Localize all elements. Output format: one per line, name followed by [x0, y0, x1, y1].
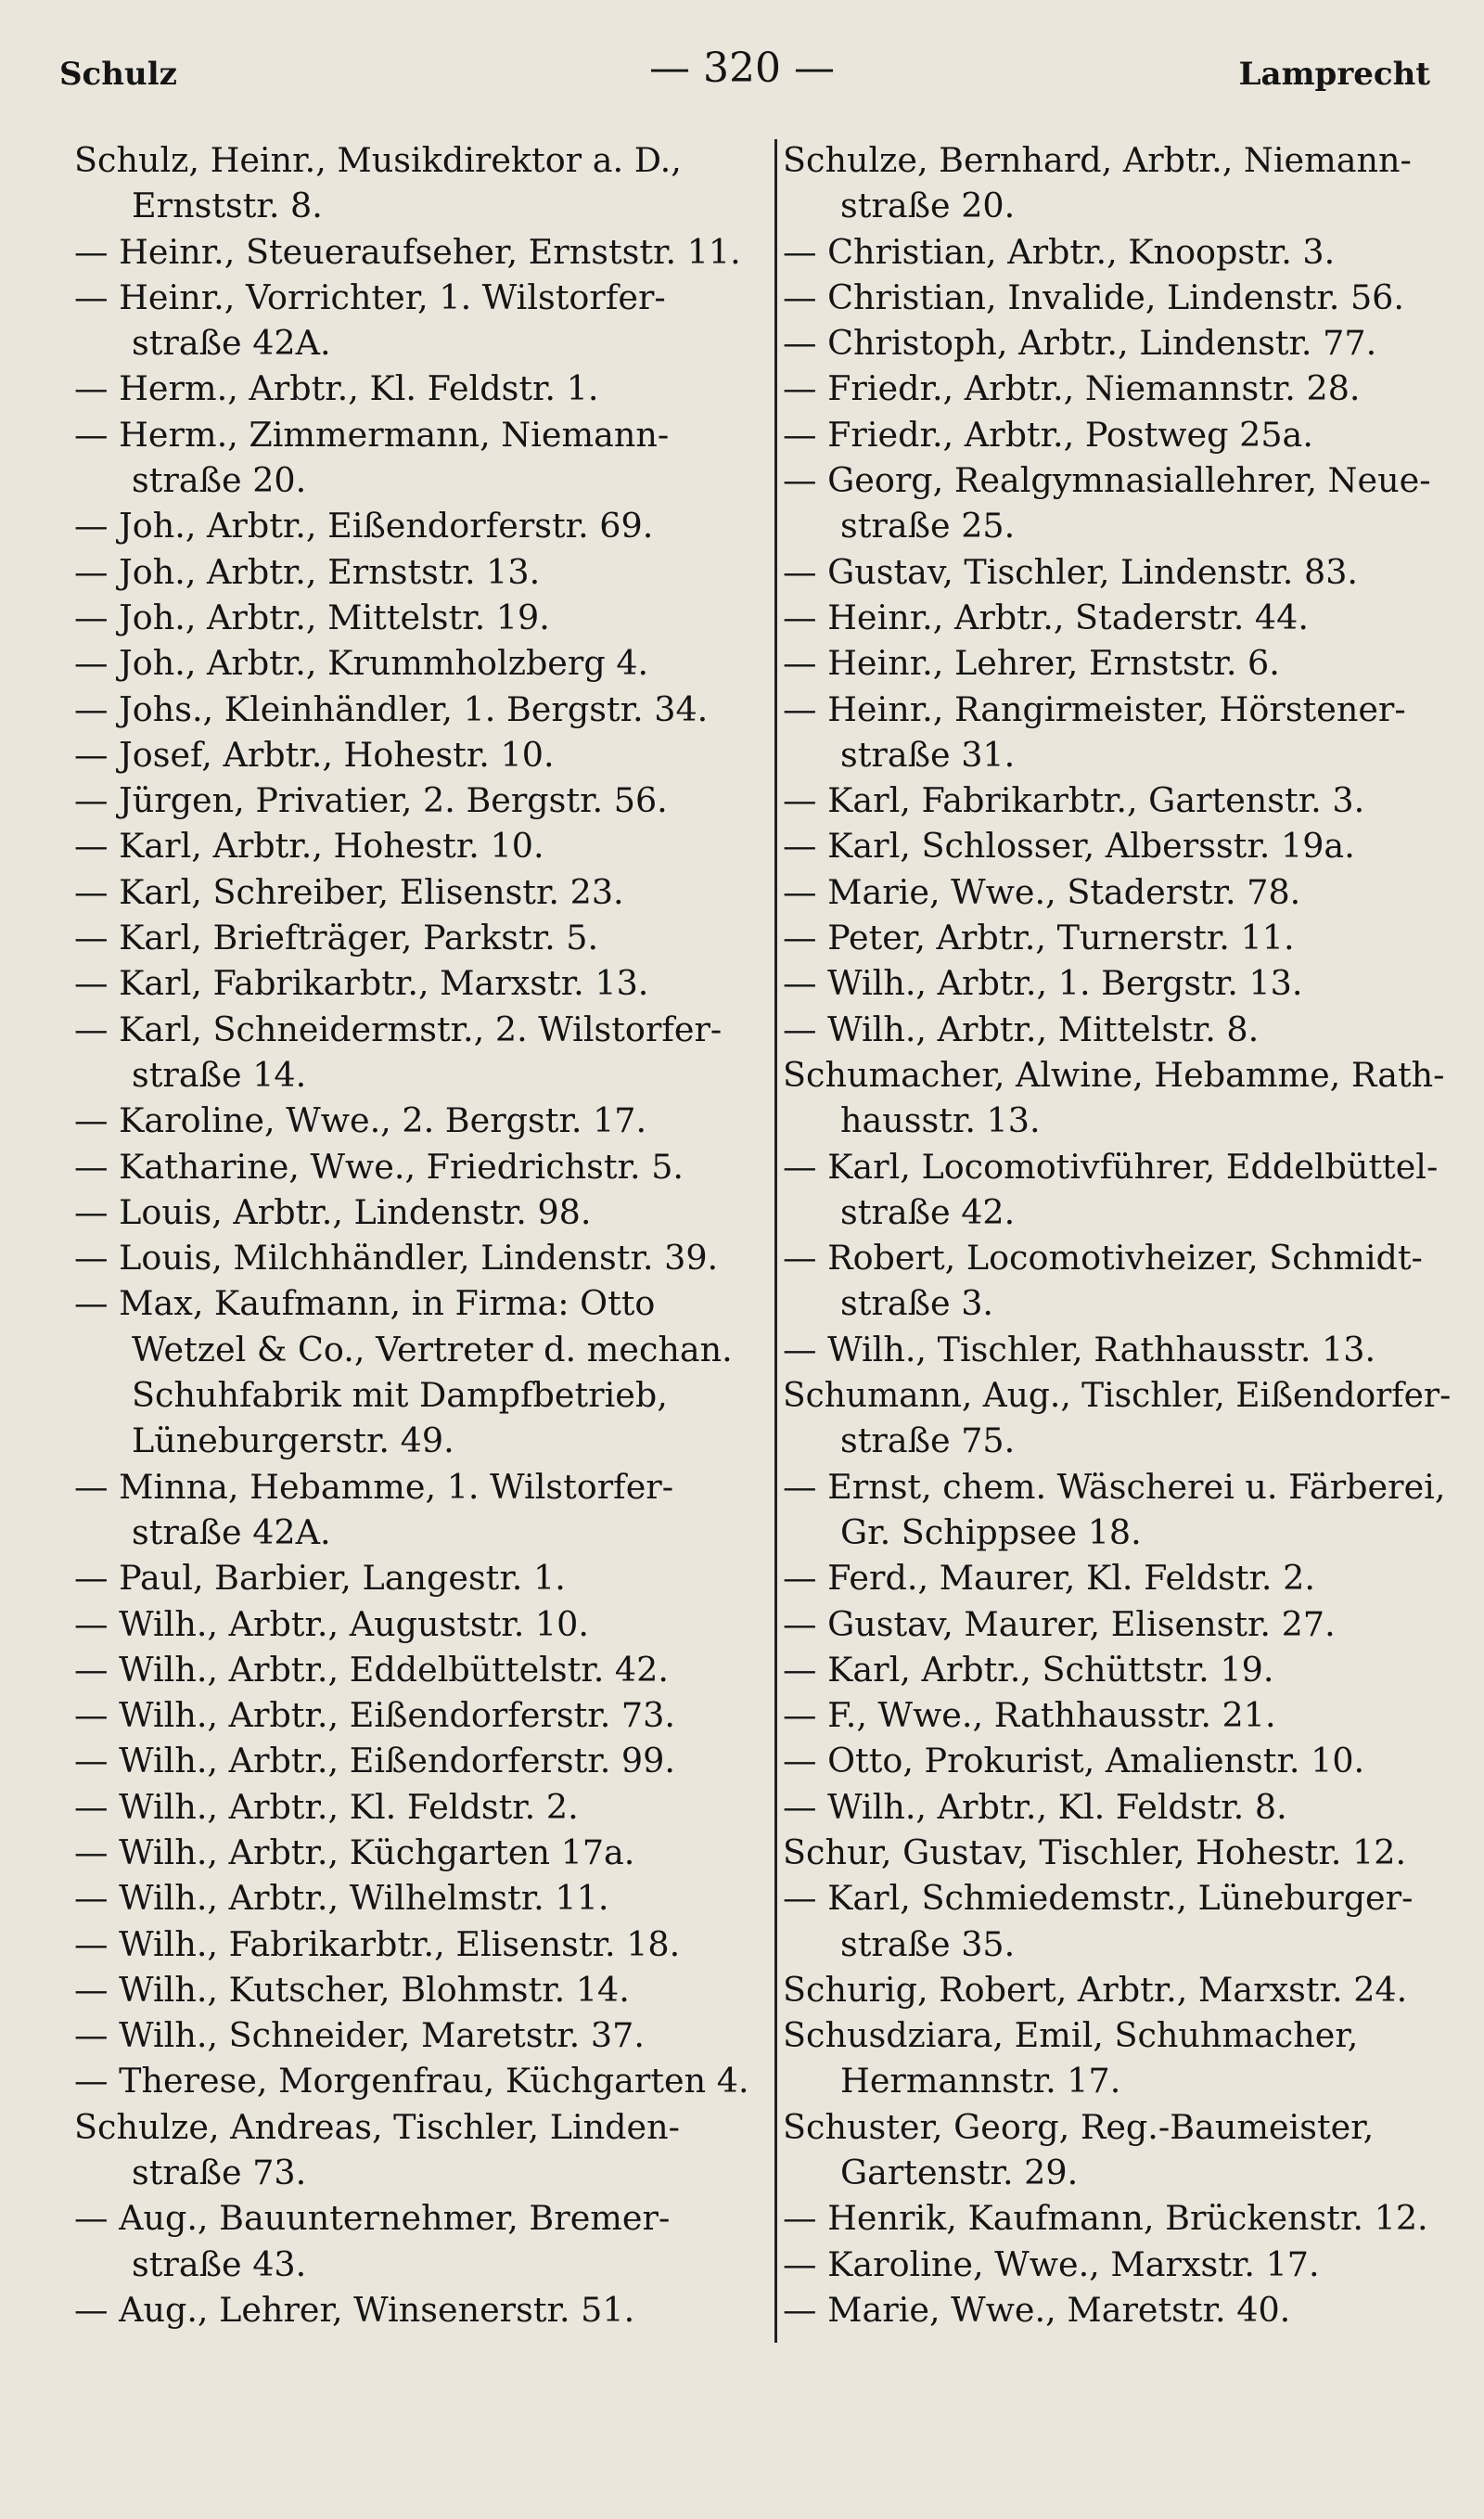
directory-entry-line: — Wilh., Arbtr., Mittelstr. 8. [783, 1009, 1260, 1049]
directory-entry-line: — Johs., Kleinhändler, 1. Bergstr. 34. [74, 688, 709, 729]
directory-entry-line: — Karl, Locomotivführer, Eddelbüttel- [783, 1146, 1439, 1187]
directory-entry-line: — Karl, Fabrikarbtr., Marxstr. 13. [74, 963, 649, 1004]
directory-entry-line: Ernststr. 8. [132, 186, 323, 226]
directory-entry-line: straße 31. [840, 734, 1016, 775]
directory-entry-line: Schulze, Bernhard, Arbtr., Niemann- [783, 140, 1412, 180]
directory-entry-line: — Aug., Bauunternehmer, Bremer- [74, 2198, 671, 2239]
directory-entry-line: — Wilh., Arbtr., Wilhelmstr. 11. [74, 1878, 609, 1919]
directory-entry-line: — Heinr., Arbtr., Staderstr. 44. [783, 597, 1309, 637]
directory-entry-line: Schulze, Andreas, Tischler, Linden- [74, 2106, 680, 2147]
directory-entry-line: straße 43. [132, 2243, 307, 2284]
directory-entry-line: straße 42. [840, 1191, 1016, 1232]
directory-entry-line: straße 20. [132, 460, 307, 501]
directory-entry-line: — F., Wwe., Rathhausstr. 21. [783, 1695, 1276, 1736]
directory-entry-line: — Heinr., Vorrichter, 1. Wilstorfer- [74, 276, 666, 317]
directory-entry-line: — Gustav, Tischler, Lindenstr. 83. [783, 551, 1359, 592]
directory-entry-line: Schuhfabrik mit Dampfbetrieb, [132, 1375, 668, 1416]
directory-entry-line: — Heinr., Rangirmeister, Hörstener- [783, 688, 1406, 729]
directory-entry-line: — Wilh., Fabrikarbtr., Elisenstr. 18. [74, 1923, 681, 1964]
directory-entry-line: — Paul, Barbier, Langestr. 1. [74, 1558, 566, 1599]
directory-entry-line: — Wilh., Arbtr., Kl. Feldstr. 2. [74, 1786, 579, 1827]
directory-entry-line: — Wilh., Arbtr., 1. Bergstr. 13. [783, 963, 1303, 1004]
directory-entry-line: — Joh., Arbtr., Mittelstr. 19. [74, 597, 550, 637]
directory-entry-line: straße 14. [132, 1054, 307, 1095]
directory-entry-line: straße 20. [840, 186, 1016, 226]
directory-entry-line: — Wilh., Arbtr., Auguststr. 10. [74, 1603, 589, 1644]
directory-entry-line: — Wilh., Schneider, Maretstr. 37. [74, 2015, 645, 2056]
directory-entry-line: — Christian, Arbtr., Knoopstr. 3. [783, 231, 1336, 272]
directory-entry-line: Schumacher, Alwine, Hebamme, Rath- [783, 1054, 1445, 1095]
directory-entry-line: — Friedr., Arbtr., Postweg 25a. [783, 414, 1313, 455]
left-column [74, 137, 768, 2333]
directory-entry-line: — Gustav, Maurer, Elisenstr. 27. [783, 1603, 1336, 1644]
directory-entry-line: Lüneburgerstr. 49. [132, 1420, 454, 1461]
directory-entry-line: — Christoph, Arbtr., Lindenstr. 77. [783, 323, 1377, 364]
directory-entry-line: — Henrik, Kaufmann, Brückenstr. 12. [783, 2198, 1428, 2239]
directory-entry-line: — Karl, Schlosser, Albersstr. 19a. [783, 826, 1355, 867]
directory-entry-line: — Heinr., Steueraufseher, Ernststr. 11. [74, 231, 741, 272]
directory-entry-line: — Wilh., Arbtr., Eißendorferstr. 99. [74, 1741, 675, 1781]
directory-entry-line: — Karl, Fabrikarbtr., Gartenstr. 3. [783, 780, 1365, 821]
directory-entry-line: straße 25. [840, 506, 1016, 546]
directory-entry-line: — Wilh., Tischler, Rathhausstr. 13. [783, 1329, 1376, 1369]
directory-entry-line: — Marie, Wwe., Staderstr. 78. [783, 871, 1301, 912]
running-head-right: Lamprecht [1238, 56, 1430, 93]
directory-entry-line: — Jürgen, Privatier, 2. Bergstr. 56. [74, 780, 668, 821]
directory-entry-line: — Wilh., Kutscher, Blohmstr. 14. [74, 1969, 630, 2010]
directory-entry-line: — Friedr., Arbtr., Niemannstr. 28. [783, 368, 1361, 409]
directory-entry-line: — Minna, Hebamme, 1. Wilstorfer- [74, 1466, 674, 1507]
directory-entry-line: hausstr. 13. [840, 1100, 1041, 1141]
directory-entry-line: — Max, Kaufmann, in Firma: Otto [74, 1283, 656, 1324]
directory-entry-line: straße 42A. [132, 1511, 331, 1552]
directory-entry-line: — Aug., Lehrer, Winsenerstr. 51. [74, 2289, 635, 2330]
directory-entry-line: straße 73. [132, 2153, 307, 2193]
directory-entry-line: Schusdziara, Emil, Schuhmacher, [783, 2015, 1359, 2056]
directory-entry-line: — Herm., Arbtr., Kl. Feldstr. 1. [74, 368, 599, 409]
directory-entry-line: — Wilh., Arbtr., Eißendorferstr. 73. [74, 1695, 675, 1736]
directory-entry-line: — Wilh., Arbtr., Kl. Feldstr. 8. [783, 1786, 1287, 1827]
directory-entry-line: — Karl, Arbtr., Hohestr. 10. [74, 826, 544, 867]
directory-entry-line: — Heinr., Lehrer, Ernststr. 6. [783, 643, 1280, 684]
directory-entry-line: — Karoline, Wwe., Marxstr. 17. [783, 2243, 1320, 2284]
directory-entry-line: — Karl, Schmiedemstr., Lüneburger- [783, 1878, 1414, 1919]
directory-entry-line: Schur, Gustav, Tischler, Hohestr. 12. [783, 1831, 1407, 1872]
directory-entry-line: — Karl, Arbtr., Schüttstr. 19. [783, 1649, 1274, 1690]
directory-entry-line: — Joh., Arbtr., Eißendorferstr. 69. [74, 506, 654, 546]
directory-entry-line: — Joh., Arbtr., Krummholzberg 4. [74, 643, 649, 684]
directory-entry-line: Hermannstr. 17. [840, 2061, 1121, 2101]
directory-entry-line: Wetzel & Co., Vertreter d. mechan. [132, 1329, 733, 1369]
directory-entry-line: — Robert, Locomotivheizer, Schmidt- [783, 1238, 1423, 1279]
directory-entry-line: — Peter, Arbtr., Turnerstr. 11. [783, 918, 1295, 958]
directory-entry-line: — Katharine, Wwe., Friedrichstr. 5. [74, 1146, 684, 1187]
directory-entry-line: — Louis, Arbtr., Lindenstr. 98. [74, 1191, 592, 1232]
directory-entry-line: Gr. Schippsee 18. [840, 1511, 1142, 1552]
directory-entry-line: — Karl, Schneidermstr., 2. Wilstorfer- [74, 1009, 723, 1049]
directory-entry-line: straße 42A. [132, 323, 331, 364]
directory-entry-line: straße 35. [840, 1923, 1016, 1964]
directory-entry-line: — Ferd., Maurer, Kl. Feldstr. 2. [783, 1558, 1315, 1599]
directory-entry-line: straße 75. [840, 1420, 1016, 1461]
directory-entry-line: — Herm., Zimmermann, Niemann- [74, 414, 670, 455]
directory-entry-line: — Therese, Morgenfrau, Küchgarten 4. [74, 2061, 749, 2101]
directory-entry-line: — Karoline, Wwe., 2. Bergstr. 17. [74, 1100, 647, 1141]
directory-entry-line: — Marie, Wwe., Maretstr. 40. [783, 2289, 1291, 2330]
directory-entry-line: — Karl, Schreiber, Elisenstr. 23. [74, 871, 624, 912]
directory-entry-line: — Georg, Realgymnasiallehrer, Neue- [783, 460, 1431, 501]
directory-entry-line: Schurig, Robert, Arbtr., Marxstr. 24. [783, 1969, 1408, 2010]
directory-entry-line: Schumann, Aug., Tischler, Eißendorfer- [783, 1375, 1451, 1416]
directory-entry-line: — Ernst, chem. Wäscherei u. Färberei, [783, 1466, 1446, 1507]
directory-entry-line: Schuster, Georg, Reg.-Baumeister, [783, 2106, 1375, 2147]
right-column [783, 137, 1451, 2333]
column-divider [774, 139, 777, 2343]
directory-entry-line: Gartenstr. 29. [840, 2153, 1079, 2193]
directory-entry-line: Schulz, Heinr., Musikdirektor a. D., [74, 140, 682, 180]
page-number: — 320 — [649, 45, 835, 92]
directory-entry-line: straße 3. [840, 1283, 994, 1324]
directory-entry-line: — Karl, Briefträger, Parkstr. 5. [74, 918, 599, 958]
directory-entry-line: — Joh., Arbtr., Ernststr. 13. [74, 551, 541, 592]
directory-entry-line: — Josef, Arbtr., Hohestr. 10. [74, 734, 555, 775]
directory-entry-line: — Wilh., Arbtr., Eddelbüttelstr. 42. [74, 1649, 669, 1690]
directory-entry-line: — Christian, Invalide, Lindenstr. 56. [783, 276, 1405, 317]
directory-entry-line: — Otto, Prokurist, Amalienstr. 10. [783, 1741, 1365, 1781]
directory-entry-line: — Louis, Milchhändler, Lindenstr. 39. [74, 1238, 719, 1279]
running-head-left: Schulz [59, 56, 177, 93]
directory-entry-line: — Wilh., Arbtr., Küchgarten 17a. [74, 1831, 635, 1872]
